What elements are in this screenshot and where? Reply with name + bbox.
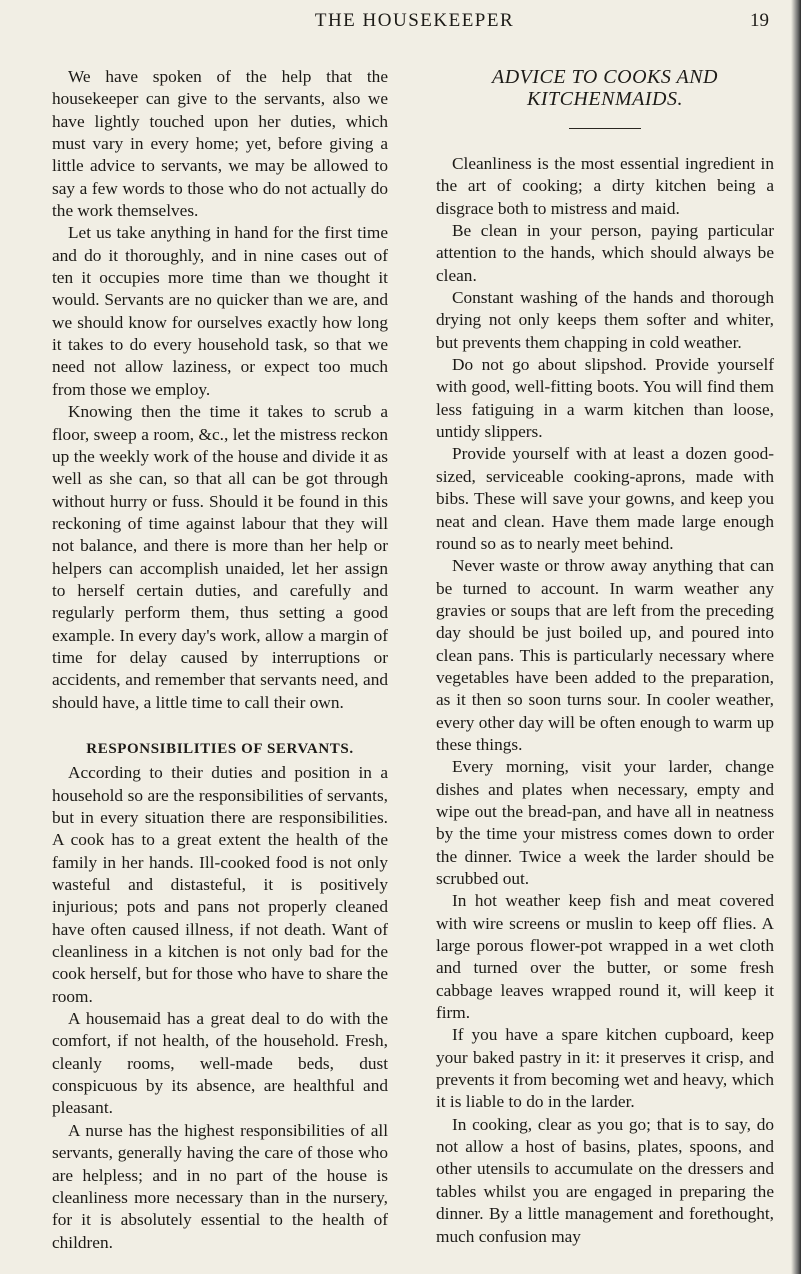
paragraph: According to their duties and position in a household so are the responsibilities of servants, but in every situation there are responsibilities. A cook has to a great extent the health of the family in her hands. Ill-cooked food is not only wasteful and distasteful, it is positively injurious; pots and pans not properly cleaned have often caused illness, if not death. Want of cleanliness in a kitchen is not only bad for the cook herself, but for those who have to share the room.: [52, 763, 388, 1006]
page-header: [52, 6, 777, 40]
section-heading: RESPONSIBILITIES OF SERVANTS.: [86, 740, 354, 757]
left-column: [52, 66, 388, 1254]
paragraph: A nurse has the highest responsibilities of all servants, generally having the care of those who are helpless; and in no part of the house is cleanliness more necessary than in the nursery, for it is absolutely essential to the health of children.: [52, 1120, 388, 1252]
article-title-line-2: KITCHENMAIDS.: [527, 88, 683, 110]
paragraph: In cooking, clear as you go; that is to say, do not allow a host of basins, plates, spoons, and other utensils to accumulate on the dressers and tables whilst you are engaged in preparing the dinner. By a little management and forethought, much confusion may: [436, 1114, 774, 1246]
page-number: 19: [750, 10, 769, 31]
right-column: [436, 66, 774, 1248]
paragraph: Be clean in your person, paying particular attention to the hands, which should always be clean.: [436, 221, 774, 285]
page-edge-shadow: [791, 0, 801, 1274]
running-title: THE HOUSEKEEPER: [314, 10, 515, 31]
paragraph: Constant washing of the hands and thorough drying not only keeps them softer and whiter, but prevents them chapping in cold weather.: [436, 288, 774, 352]
paragraph: We have spoken of the help that the housekeeper can give to the servants, also we have lightly touched upon her duties, which must vary in every home; yet, before giving a little advice to servants, we may be allowed to say a few words to those who do not actually do the work themselves.: [52, 67, 388, 221]
title-rule: [569, 128, 641, 129]
paragraph: Never waste or throw away anything that can be turned to account. In warm weather any gravies or soups that are left from the preceding day should be just boiled up, and poured into clean pans. This is particularly necessary where vegetables have been added to the preparation, as it then so soon turns sour. In cooler weather, every other day will be often enough to warm up these things.: [436, 556, 774, 754]
paragraph: If you have a spare kitchen cupboard, keep your baked pastry in it: it preserves it crisp, and prevents it from becoming wet and heavy, which it is liable to do in the larder.: [436, 1025, 774, 1112]
article-title-line-1: ADVICE TO COOKS AND: [491, 66, 718, 88]
paragraph: Provide yourself with at least a dozen good-sized, serviceable cooking-aprons, made with bibs. These will save your gowns, and keep you neat and clean. Have them made large enough round so as to nearly meet behind.: [436, 444, 774, 553]
paragraph: In hot weather keep fish and meat covered with wire screens or muslin to keep off flies. A large porous flower-pot wrapped in a wet cloth and turned over the butter, or some fresh cabbage leaves wrapped round it, will keep it firm.: [436, 891, 774, 1023]
paragraph: Do not go about slipshod. Provide yourself with good, well-fitting boots. You will find them less fatiguing in a warm kitchen than loose, untidy slippers.: [436, 355, 774, 442]
paragraph: Knowing then the time it takes to scrub a floor, sweep a room, &c., let the mistress reckon up the weekly work of the house and divide it as well as she can, so that all can be got through without hurry or fuss. Should it be found in this reckoning of time against labour that they will not balance, and there is more than her help or helpers can accomplish unaided, let her assign to herself certain duties, and carefully and regularly perform them, thus setting a good example. In every day's work, allow a margin of time for delay caused by interruptions or accidents, and remember that servants need, and should have, a little time to call their own.: [52, 402, 388, 712]
paragraph: Every morning, visit your larder, change dishes and plates when necessary, empty and wipe out the bread-pan, and have all in neatness by the time your mistress comes down to order the dinner. Twice a week the larder should be scrubbed out.: [436, 757, 774, 888]
paragraph: Cleanliness is the most essential ingredient in the art of cooking; a dirty kitchen being a disgrace both to mistress and maid.: [436, 154, 774, 218]
paragraph: Let us take anything in hand for the first time and do it thoroughly, and in nine cases out of ten it occupies more time than we thought it would. Servants are no quicker than we are, and we should know for ourselves exactly how long it takes to do every household task, so that we need not allow laziness, or expect too much from those we employ.: [52, 223, 388, 399]
paragraph: A housemaid has a great deal to do with the comfort, if not health, of the household. Fresh, cleanly rooms, well-made beds, dust conspicuous by its absence, are healthful and pleasant.: [52, 1009, 388, 1118]
